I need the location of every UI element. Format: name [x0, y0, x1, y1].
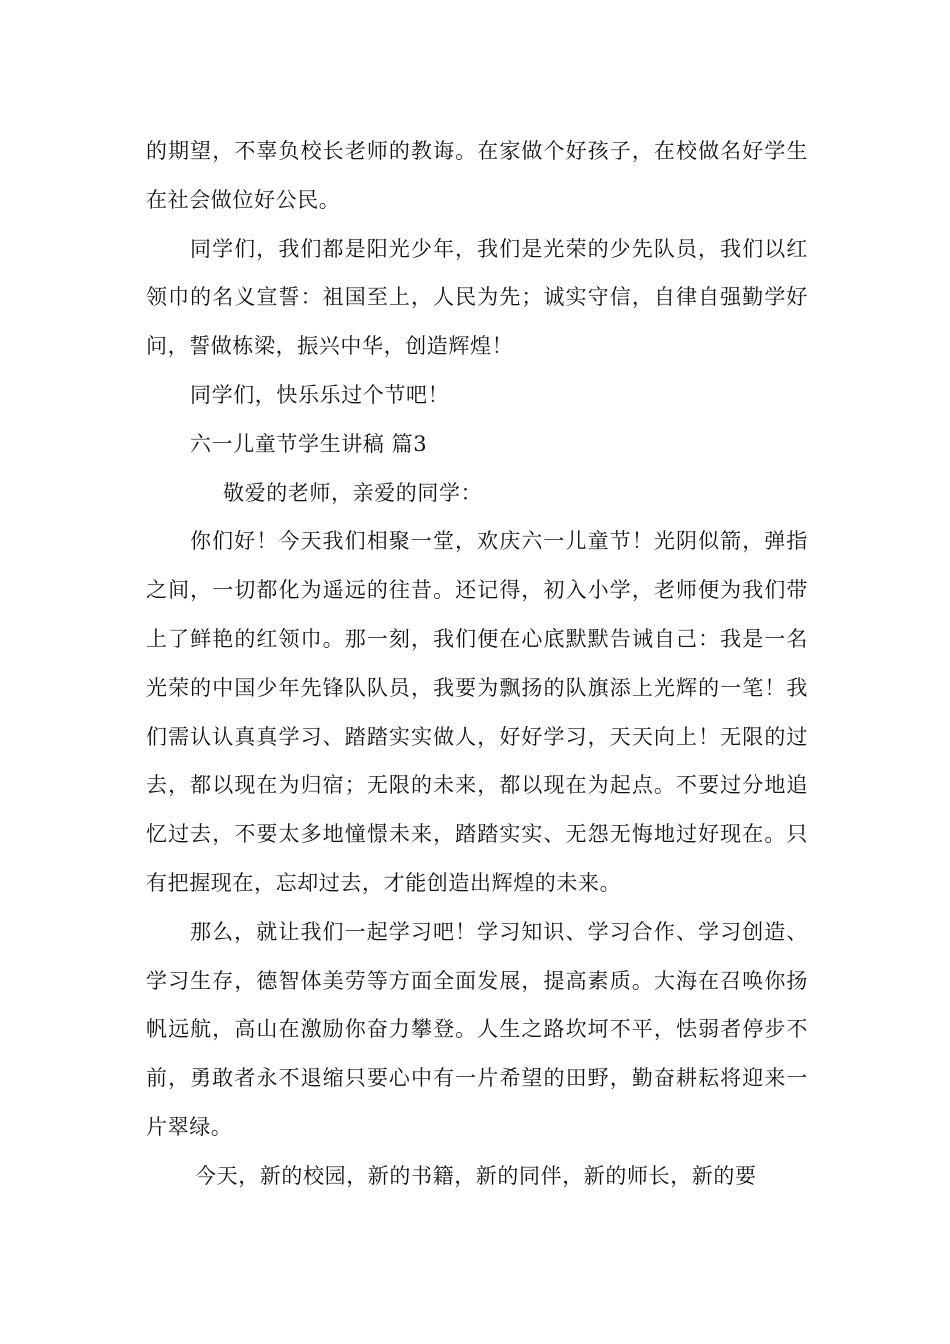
paragraph-continuation: 的期望，不辜负校长老师的教诲。在家做个好孩子，在校做名好学生在社会做位好公民。 [146, 139, 808, 212]
paragraph-oath: 同学们，我们都是阳光少年，我们是光荣的少先队员，我们以红领巾的名义宣誓：祖国至上，人民为先；诚实守信，自律自强勤学好问，誓做栋梁，振兴中华，创造辉煌！ [146, 236, 808, 359]
section-heading: 六一儿童节学生讲稿 篇3 [190, 431, 428, 456]
paragraph-today: 今天，新的校园，新的书籍，新的同伴，新的师长，新的要 [195, 1163, 757, 1188]
document-body [146, 127, 808, 1201]
paragraph-festival-wish: 同学们，快乐乐过个节吧！ [190, 382, 450, 407]
paragraph-study: 那么，就让我们一起学习吧！学习知识、学习合作、学习创造、学习生存，德智体美劳等方面全面发展，提高素质。大海在召唤你扬帆远航，高山在激励你奋力攀登。人生之路坎坷不平，怯弱者停步不前，勇敢者永不退缩只要心中有一片希望的田野，勤奋耕耘将迎来一片翠绿。 [146, 919, 808, 1139]
salutation: 敬爱的老师，亲爱的同学： [223, 480, 483, 505]
paragraph-greeting: 你们好！今天我们相聚一堂，欢庆六一儿童节！光阴似箭，弹指之间，一切都化为遥远的往昔。还记得，初入小学，老师便为我们带上了鲜艳的红领巾。那一刻，我们便在心底默默告诫自己：我是一名光荣的中国少年先锋队队员，我要为飘扬的队旗添上光辉的一笔！我们需认认真真学习、踏踏实实做人，好好学习，天天向上！无限的过去，都以现在为归宿；无限的未来，都以现在为起点。不要过分地追忆过去，不要太多地憧憬未来，踏踏实实、无怨无悔地过好现在。只有把握现在，忘却过去，才能创造出辉煌的未来。 [146, 529, 808, 895]
